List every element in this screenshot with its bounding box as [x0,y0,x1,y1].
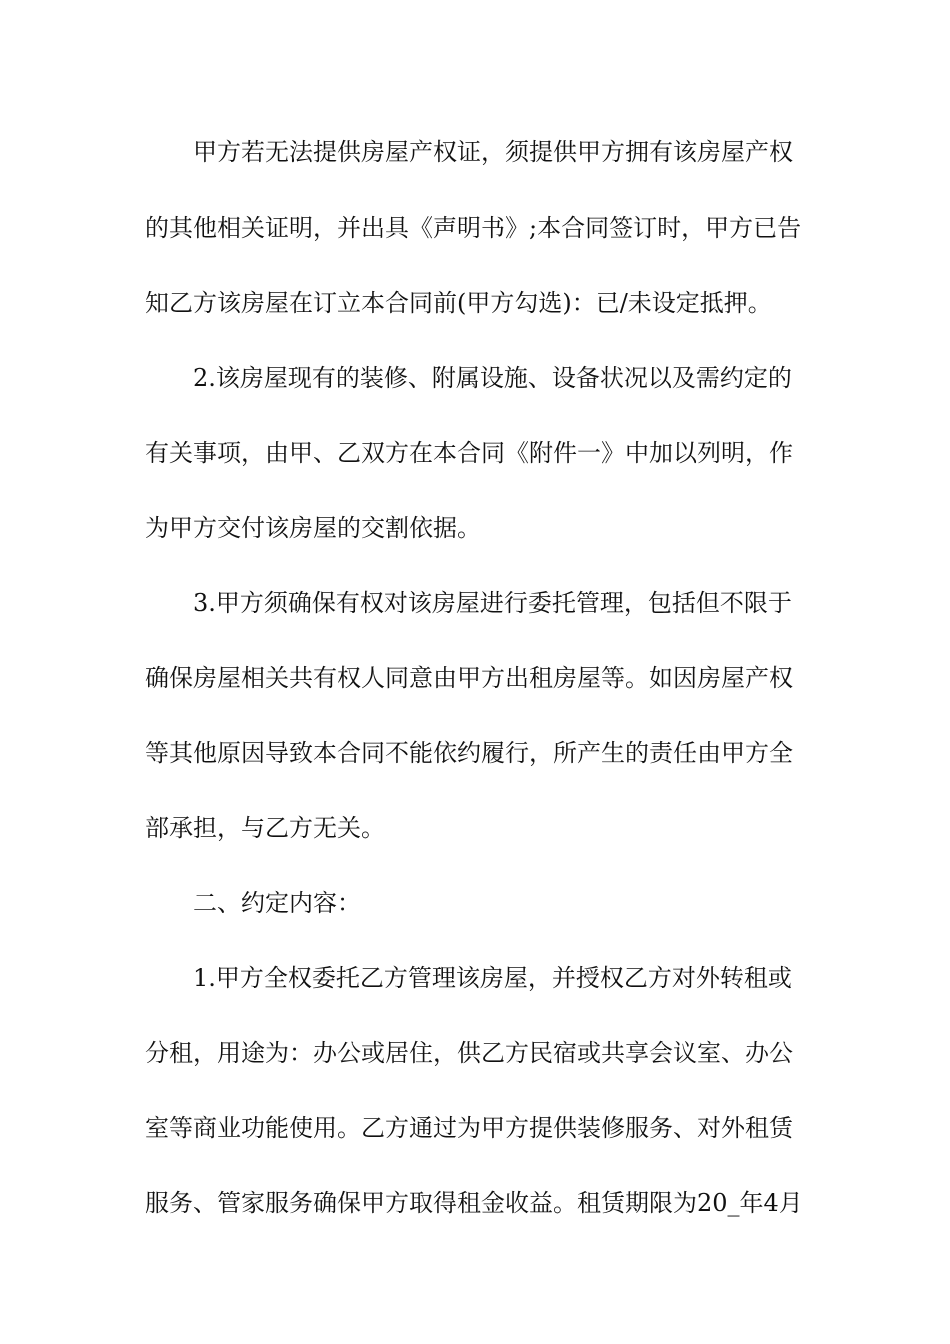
paragraph-line: 服务、管家服务确保甲方取得租金收益。租赁期限为20_年4月 [145,1189,803,1217]
paragraph-line: 的其他相关证明，并出具《声明书》;本合同签订时，甲方已告 [145,214,802,242]
paragraph-line: 甲方若无法提供房屋产权证，须提供甲方拥有该房屋产权 [193,138,793,166]
paragraph-line: 1.甲方全权委托乙方管理该房屋，并授权乙方对外转租或 [193,964,792,992]
paragraph-line: 分租，用途为：办公或居住，供乙方民宿或共享会议室、办公 [145,1039,793,1067]
paragraph-line: 知乙方该房屋在订立本合同前(甲方勾选)：已/未设定抵押。 [145,289,772,317]
paragraph-line: 有关事项，由甲、乙双方在本合同《附件一》中加以列明，作 [145,439,793,467]
section-heading: 二、约定内容： [193,889,361,917]
paragraph-line: 2.该房屋现有的装修、附属设施、设备状况以及需约定的 [193,364,792,392]
paragraph-line: 为甲方交付该房屋的交割依据。 [145,514,481,542]
paragraph-line: 确保房屋相关共有权人同意由甲方出租房屋等。如因房屋产权 [145,664,793,692]
paragraph-line: 等其他原因导致本合同不能依约履行，所产生的责任由甲方全 [145,739,793,767]
paragraph-line: 3.甲方须确保有权对该房屋进行委托管理，包括但不限于 [193,589,792,617]
paragraph-line: 室等商业功能使用。乙方通过为甲方提供装修服务、对外租赁 [145,1114,793,1142]
paragraph-line: 部承担，与乙方无关。 [145,814,385,842]
